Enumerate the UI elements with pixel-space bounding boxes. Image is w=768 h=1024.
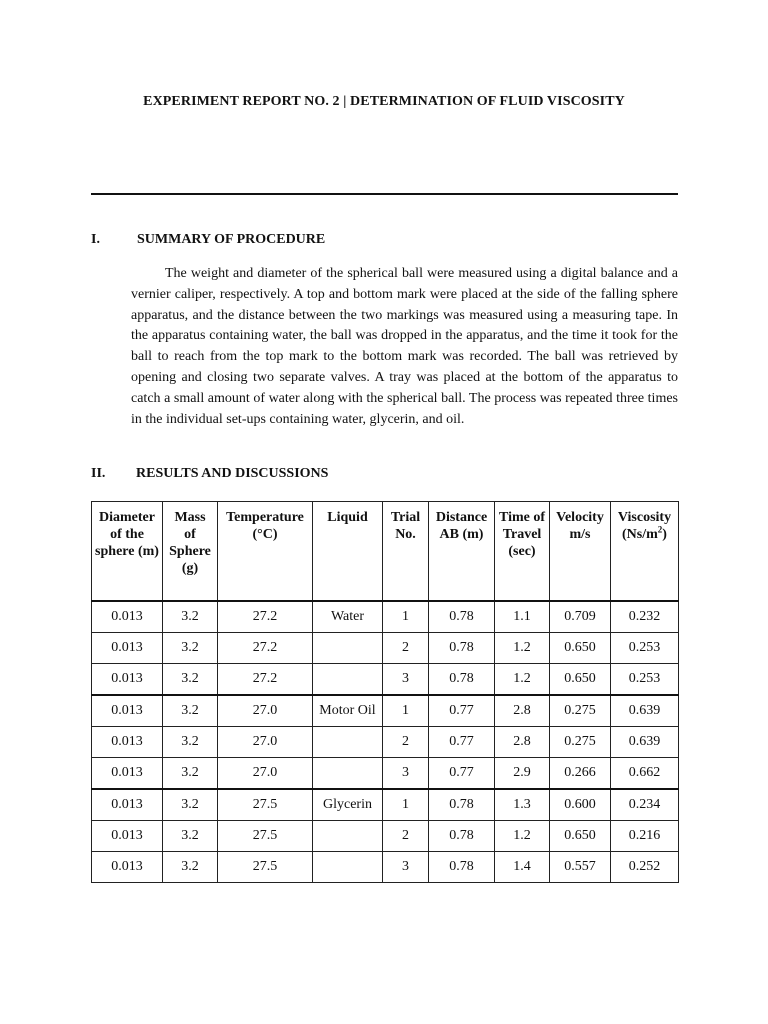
cell-velocity: 0.709: [550, 601, 611, 633]
cell-trial: 3: [383, 663, 429, 695]
cell-temperature: 27.0: [218, 695, 313, 727]
cell-distance: 0.78: [429, 851, 495, 882]
cell-trial: 1: [383, 789, 429, 821]
cell-mass: 3.2: [163, 757, 218, 789]
cell-mass: 3.2: [163, 663, 218, 695]
header-trial: Trial No.: [383, 502, 429, 601]
cell-diameter: 0.013: [92, 789, 163, 821]
cell-temperature: 27.2: [218, 663, 313, 695]
cell-velocity: 0.557: [550, 851, 611, 882]
cell-trial: 3: [383, 757, 429, 789]
cell-time: 2.9: [495, 757, 550, 789]
cell-viscosity: 0.252: [611, 851, 679, 882]
cell-temperature: 27.5: [218, 789, 313, 821]
cell-velocity: 0.650: [550, 632, 611, 663]
cell-liquid: Water: [313, 601, 383, 633]
cell-viscosity: 0.216: [611, 820, 679, 851]
table-row: [92, 820, 679, 851]
cell-distance: 0.78: [429, 789, 495, 821]
cell-temperature: 27.0: [218, 726, 313, 757]
cell-time: 1.1: [495, 601, 550, 633]
header-time: Time of Travel (sec): [495, 502, 550, 601]
cell-mass: 3.2: [163, 601, 218, 633]
cell-temperature: 27.2: [218, 632, 313, 663]
cell-velocity: 0.650: [550, 820, 611, 851]
cell-liquid: [313, 757, 383, 789]
cell-trial: 1: [383, 695, 429, 727]
cell-diameter: 0.013: [92, 757, 163, 789]
cell-distance: 0.78: [429, 663, 495, 695]
cell-diameter: 0.013: [92, 851, 163, 882]
cell-viscosity: 0.662: [611, 757, 679, 789]
cell-time: 1.3: [495, 789, 550, 821]
cell-time: 1.4: [495, 851, 550, 882]
cell-trial: 2: [383, 632, 429, 663]
cell-liquid: Glycerin: [313, 789, 383, 821]
section-heading-results: [91, 466, 328, 482]
cell-mass: 3.2: [163, 851, 218, 882]
cell-time: 1.2: [495, 632, 550, 663]
cell-distance: 0.77: [429, 757, 495, 789]
cell-mass: 3.2: [163, 789, 218, 821]
cell-trial: 2: [383, 726, 429, 757]
table-row: [92, 726, 679, 757]
header-viscosity: [611, 502, 679, 601]
cell-liquid: [313, 726, 383, 757]
cell-velocity: 0.266: [550, 757, 611, 789]
header-viscosity-sup: 2: [657, 524, 663, 535]
cell-velocity: 0.600: [550, 789, 611, 821]
table-row: [92, 632, 679, 663]
cell-distance: 0.77: [429, 726, 495, 757]
cell-velocity: 0.275: [550, 695, 611, 727]
cell-viscosity: 0.639: [611, 695, 679, 727]
section-title: RESULTS AND DISCUSSIONS: [136, 466, 329, 481]
cell-diameter: 0.013: [92, 726, 163, 757]
page-title: EXPERIMENT REPORT NO. 2 | DETERMINATION OF FLUID VISCOSITY: [143, 94, 625, 109]
cell-viscosity: 0.234: [611, 789, 679, 821]
cell-temperature: 27.5: [218, 851, 313, 882]
cell-diameter: 0.013: [92, 601, 163, 633]
header-liquid: Liquid: [313, 502, 383, 601]
cell-trial: 2: [383, 820, 429, 851]
table-row: [92, 757, 679, 789]
cell-liquid: [313, 820, 383, 851]
cell-viscosity: 0.253: [611, 663, 679, 695]
cell-velocity: 0.650: [550, 663, 611, 695]
cell-mass: 3.2: [163, 632, 218, 663]
cell-diameter: 0.013: [92, 632, 163, 663]
procedure-paragraph: The weight and diameter of the spherical ball were measured using a digital balance and a vernier caliper, respectively. A top and bottom mark were placed at the side of the falling sphere apparatus, and the distance between the two markings was measured using a measuring tape. In the apparatus containing water, the ball was dropped in the apparatus, and the time it took for the ball to reach from the top mark to the bottom mark was recorded. The ball was retrieved by opening and closing two separate valves. A tray was placed at the bottom of the apparatus to catch a small amount of water along with the spherical ball. The process was repeated three times in the individual set-ups containing water, glycerin, and oil.: [131, 266, 678, 427]
section-heading-procedure: [91, 232, 325, 248]
cell-velocity: 0.275: [550, 726, 611, 757]
cell-mass: 3.2: [163, 820, 218, 851]
cell-distance: 0.77: [429, 695, 495, 727]
table-row: [92, 789, 679, 821]
cell-temperature: 27.2: [218, 601, 313, 633]
cell-distance: 0.78: [429, 820, 495, 851]
header-velocity: Velocity m/s: [550, 502, 611, 601]
header-mass: Mass of Sphere (g): [163, 502, 218, 601]
header-viscosity-close: ): [662, 527, 667, 542]
cell-time: 1.2: [495, 820, 550, 851]
cell-trial: 3: [383, 851, 429, 882]
cell-distance: 0.78: [429, 601, 495, 633]
table-row: [92, 663, 679, 695]
table-header-row: [92, 502, 679, 601]
cell-diameter: 0.013: [92, 695, 163, 727]
cell-diameter: 0.013: [92, 820, 163, 851]
header-viscosity-text: Viscosity (Ns/m: [617, 510, 672, 542]
cell-temperature: 27.5: [218, 820, 313, 851]
cell-distance: 0.78: [429, 632, 495, 663]
cell-time: 2.8: [495, 695, 550, 727]
cell-time: 1.2: [495, 663, 550, 695]
header-diameter: Diameter of the sphere (m): [92, 502, 163, 601]
cell-liquid: [313, 851, 383, 882]
cell-liquid: Motor Oil: [313, 695, 383, 727]
table-row: [92, 851, 679, 882]
horizontal-divider: [91, 193, 678, 195]
cell-viscosity: 0.232: [611, 601, 679, 633]
cell-mass: 3.2: [163, 726, 218, 757]
cell-liquid: [313, 632, 383, 663]
section-title: SUMMARY OF PROCEDURE: [137, 232, 326, 247]
results-table: [91, 501, 679, 883]
section-number: II.: [91, 466, 106, 481]
cell-diameter: 0.013: [92, 663, 163, 695]
cell-mass: 3.2: [163, 695, 218, 727]
cell-viscosity: 0.253: [611, 632, 679, 663]
table-row: [92, 695, 679, 727]
section-number: I.: [91, 232, 100, 247]
cell-viscosity: 0.639: [611, 726, 679, 757]
table-row: [92, 601, 679, 633]
header-distance: Distance AB (m): [429, 502, 495, 601]
cell-time: 2.8: [495, 726, 550, 757]
cell-trial: 1: [383, 601, 429, 633]
cell-temperature: 27.0: [218, 757, 313, 789]
cell-liquid: [313, 663, 383, 695]
header-temperature: Temperature (°C): [218, 502, 313, 601]
